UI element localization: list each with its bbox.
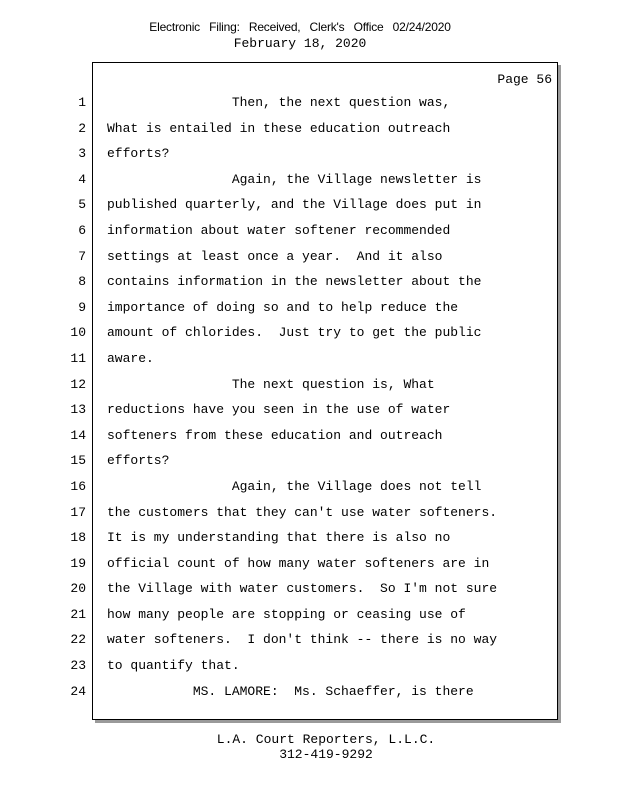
line-text: The next question is, What [107, 376, 435, 392]
transcript-line [0, 320, 618, 346]
reporter-footer [0, 732, 618, 762]
transcript-line [0, 269, 618, 295]
line-text: It is my understanding that there is also no [107, 530, 451, 546]
line-text: the Village with water customers. So I'm not sure [107, 581, 498, 597]
line-text: reductions have you seen in the use of water [107, 402, 451, 418]
line-text: Again, the Village does not tell [107, 478, 482, 494]
page-number: Page 56 [497, 72, 552, 87]
line-number: 9 [78, 299, 86, 315]
reporter-company: L.A. Court Reporters, L.L.C. [216, 732, 436, 747]
transcript-date: February 18, 2020 [233, 36, 367, 51]
line-number: 24 [70, 683, 86, 699]
transcript-line [0, 244, 618, 270]
line-number: 13 [70, 402, 86, 418]
line-text: official count of how many water softeners are in [107, 555, 490, 571]
transcript-line [0, 218, 618, 244]
line-text: how many people are stopping or ceasing use of [107, 606, 466, 622]
line-number: 15 [70, 453, 86, 469]
line-number: 23 [70, 658, 86, 674]
line-text: water softeners. I don't think -- there is no way [107, 632, 498, 648]
line-text: Then, the next question was, [107, 95, 451, 110]
line-number: 18 [70, 530, 86, 546]
line-number: 3 [78, 146, 86, 162]
transcript-line [0, 141, 618, 167]
transcript-line [0, 474, 618, 500]
line-text: aware. [107, 350, 154, 366]
line-text: importance of doing so and to help reduce the [107, 299, 459, 315]
transcript-line [0, 576, 618, 602]
transcript-line [0, 525, 618, 551]
transcript-line [0, 602, 618, 628]
transcript-line [0, 448, 618, 474]
line-text: Again, the Village newsletter is [107, 171, 482, 187]
line-text: MS. LAMORE: Ms. Schaeffer, is there [107, 683, 474, 699]
line-number: 6 [78, 222, 86, 238]
transcript-line [0, 397, 618, 423]
line-text: contains information in the newsletter about the [107, 274, 482, 290]
transcript-line [0, 295, 618, 321]
line-number: 10 [70, 325, 86, 341]
line-text: published quarterly, and the Village does put in [107, 197, 482, 213]
line-number: 19 [70, 555, 86, 571]
line-text: efforts? [107, 146, 170, 162]
transcript-lines [0, 90, 618, 704]
line-text: settings at least once a year. And it also [107, 248, 443, 264]
transcript-line [0, 192, 618, 218]
line-number: 16 [70, 478, 86, 494]
line-number: 2 [78, 120, 86, 136]
line-number: 11 [70, 350, 86, 366]
line-number: 17 [70, 504, 86, 520]
transcript-line [0, 90, 618, 116]
transcript-line [0, 679, 618, 705]
transcript-line [0, 167, 618, 193]
line-number: 1 [78, 95, 86, 110]
line-text: efforts? [107, 453, 170, 469]
transcript-line [0, 372, 618, 398]
line-text: What is entailed in these education outreach [107, 120, 451, 136]
filing-stamp: Electronic Filing: Received, Clerk's Office 02/24/2020 [149, 20, 451, 34]
transcript-line [0, 551, 618, 577]
line-number: 20 [70, 581, 86, 597]
line-number: 4 [78, 171, 86, 187]
line-number: 21 [70, 606, 86, 622]
line-number: 12 [70, 376, 86, 392]
transcript-line [0, 500, 618, 526]
line-number: 8 [78, 274, 86, 290]
line-number: 22 [70, 632, 86, 648]
line-number: 14 [70, 427, 86, 443]
line-text: the customers that they can't use water softeners. [107, 504, 498, 520]
line-text: amount of chlorides. Just try to get the public [107, 325, 482, 341]
line-text: to quantify that. [107, 658, 240, 674]
transcript-line [0, 627, 618, 653]
line-number: 5 [78, 197, 86, 213]
transcript-line [0, 116, 618, 142]
transcript-line [0, 346, 618, 372]
line-number: 7 [78, 248, 86, 264]
reporter-phone: 312-419-9292 [279, 747, 373, 762]
line-text: information about water softener recommended [107, 222, 451, 238]
line-text: softeners from these education and outreach [107, 427, 443, 443]
transcript-line [0, 653, 618, 679]
transcript-line [0, 423, 618, 449]
